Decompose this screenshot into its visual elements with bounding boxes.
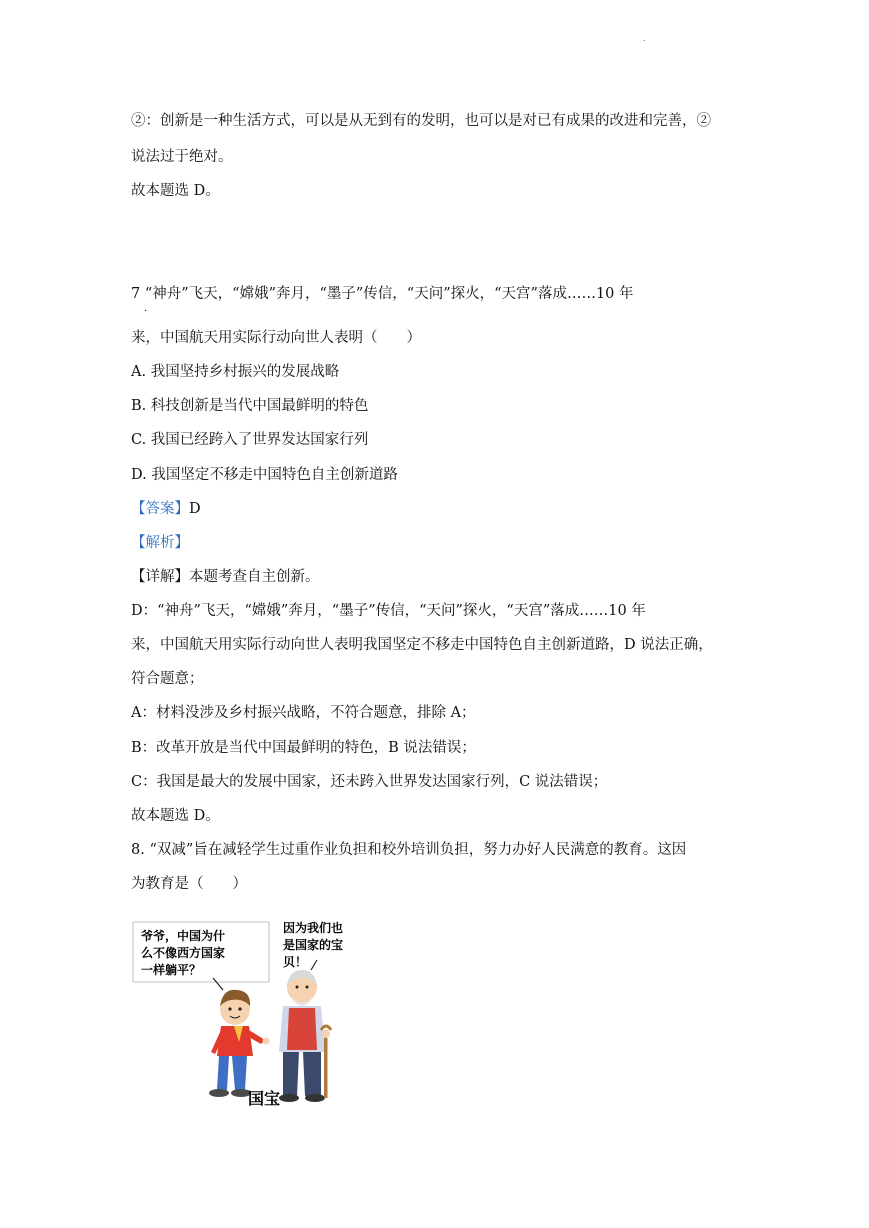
boy-speech-line-1: 爷爷，中国为什	[141, 929, 226, 943]
cartoon-caption: 国宝	[248, 1089, 281, 1108]
answer-line	[131, 499, 201, 519]
grandpa-speech-line-2: 是国家的宝	[283, 938, 344, 952]
detail-line: 【详解】本题考查自主创新。	[131, 569, 320, 585]
grandpa-figure	[279, 970, 331, 1102]
grandpa-speech-line-3: 贝！	[283, 955, 308, 969]
text-line: 说法过于绝对。	[131, 149, 233, 165]
text-line: 符合题意；	[131, 671, 204, 687]
option-d: D. 我国坚定不移走中国特色自主创新道路	[131, 467, 398, 483]
grandpa-speech-line-1: 因为我们也	[283, 921, 344, 935]
question-8-stem-cont: 为教育是（ ）	[131, 876, 247, 892]
text-line: 故本题选 D。	[131, 808, 220, 824]
option-a: A. 我国坚持乡村振兴的发展战略	[131, 364, 340, 380]
text-line: B：改革开放是当代中国最鲜明的特色，B 说法错误；	[131, 740, 476, 756]
header-dot: .	[643, 34, 646, 43]
text-line: A：材料没涉及乡村振兴战略，不符合题意，排除 A；	[131, 705, 476, 721]
text-line: C：我国是最大的发展中国家，还未跨入世界发达国家行列，C 说法错误；	[131, 774, 608, 790]
option-c: C. 我国已经跨入了世界发达国家行列	[131, 432, 369, 448]
question-number-dot: ·	[144, 306, 148, 317]
cane	[324, 1030, 328, 1098]
answer-tag: 【答案】	[131, 501, 189, 517]
boy-speech-line-2: 么不像西方国家	[141, 946, 226, 960]
question-7-stem-cont: 来，中国航天用实际行动向世人表明（ ）	[131, 330, 421, 346]
analysis-tag: 【解析】	[131, 535, 189, 551]
text-line: 来，中国航天用实际行动向世人表明我国坚定不移走中国特色自主创新道路，D 说法正确，	[131, 637, 713, 653]
text-line: D：“神舟”飞天，“嫦娥”奔月，“墨子”传信，“天问”探火，“天宫”落成……10 年	[131, 603, 646, 619]
question-8-stem: 8. “双减”旨在减轻学生过重作业负担和校外培训负担，努力办好人民满意的教育。这因	[131, 842, 687, 858]
answer-value: D	[189, 501, 201, 517]
option-b: B. 科技创新是当代中国最鲜明的特色	[131, 398, 369, 414]
boy-figure	[209, 990, 270, 1097]
text-line: 故本题选 D。	[131, 183, 220, 199]
text-line: ②：创新是一种生活方式，可以是从无到有的发明，也可以是对已有成果的改进和完善，②	[131, 113, 711, 129]
question-7-stem: 7 “神舟”飞天，“嫦娥”奔月，“墨子”传信，“天问”探火，“天宫”落成……10 年	[131, 286, 634, 302]
cartoon-illustration	[131, 912, 361, 1112]
boy-speech-line-3: 一样躺平？	[141, 963, 202, 977]
